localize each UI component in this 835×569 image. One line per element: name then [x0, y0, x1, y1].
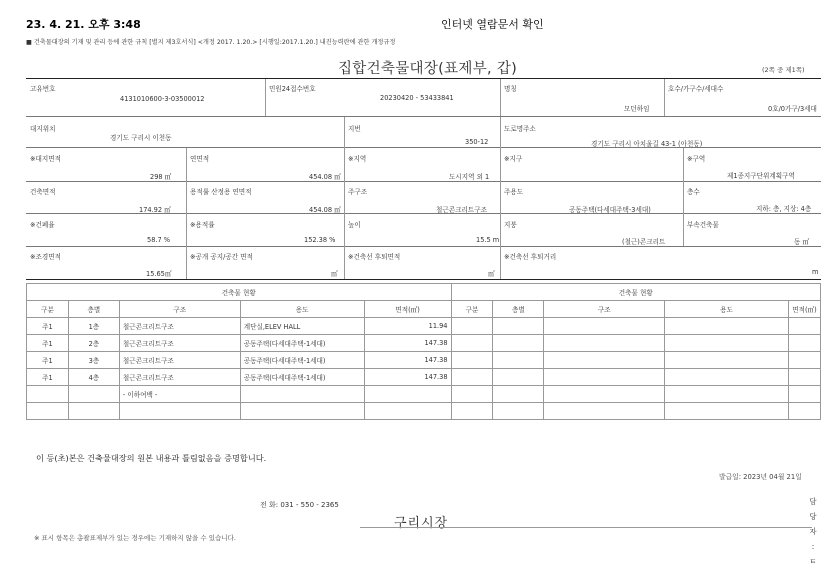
table-row — [27, 335, 821, 352]
side-char: : — [811, 542, 815, 551]
cell-structure: 철근콘크리트구조 — [119, 335, 240, 352]
cell-area: 147.38 — [364, 369, 451, 386]
annex-value: 동 ㎡ — [794, 238, 810, 246]
side-char: 당 — [809, 512, 817, 521]
road-address-value: 경기도 구리시 아치울길 43-1 (아천동) — [591, 140, 703, 148]
structure-label: 주구조 — [348, 188, 368, 196]
issue-date: 발급일: 2023년 04월 21일 — [719, 473, 802, 481]
table-row — [27, 386, 821, 403]
cell-structure: 철근콘크리트구조 — [119, 318, 240, 335]
cell-floor: 3층 — [68, 352, 119, 369]
cell-floor — [68, 386, 119, 403]
land-area-label: ※대지면적 — [30, 155, 62, 163]
setback-area-value: ㎡ — [488, 270, 495, 278]
cell-structure: 철근콘크리트구조 — [119, 352, 240, 369]
cell-area: 147.38 — [364, 352, 451, 369]
unique-no-label: 고유번호 — [30, 85, 56, 93]
cell-type — [27, 386, 69, 403]
table-row — [27, 403, 821, 420]
road-address-label: 도로명주소 — [504, 125, 536, 133]
building-area-value: 174.92 ㎡ — [139, 206, 171, 214]
building-area-label: 건축면적 — [30, 188, 56, 196]
cell-area: 147.38 — [364, 335, 451, 352]
cell-use: 계단실,ELEV HALL — [240, 318, 364, 335]
receipt-no-value: 20230420 - 53433841 — [380, 94, 454, 102]
table-row — [27, 352, 821, 369]
lot-label: 지번 — [348, 125, 361, 133]
height-label: 높이 — [348, 221, 361, 229]
height-value: 15.5 m — [476, 236, 500, 244]
far-area-value: 454.08 ㎡ — [309, 206, 341, 214]
far-area-label: 용적률 산정용 연면적 — [190, 188, 252, 196]
col-type: 구분 — [27, 301, 69, 318]
cell-use: 공동주택(다세대주택-1세대) — [240, 369, 364, 386]
total-area-label: 연면적 — [190, 155, 210, 163]
roof-label: 지붕 — [504, 221, 517, 229]
cell-structure — [119, 403, 240, 420]
unique-no-value: 4131010600-3-03500012 — [120, 95, 205, 103]
building-name-value: 모던하임 — [624, 105, 650, 113]
floors-label: 층수 — [687, 188, 700, 196]
land-area-value: 298 ㎡ — [150, 173, 172, 181]
setback-distance-label: ※건축선 후퇴거리 — [504, 253, 557, 261]
bcr-value: 58.7 % — [147, 236, 171, 244]
public-space-label: ※공개 공지/공간 면적 — [190, 253, 253, 261]
side-char: ㅌ — [809, 557, 817, 566]
cell-use: 공동주택(다세대주택-1세대) — [240, 335, 364, 352]
area-value: 제1종지구단위계획구역 — [727, 172, 795, 180]
landscape-value: 15.65㎡ — [146, 270, 172, 278]
annex-label: 부속건축물 — [687, 221, 719, 229]
col-use-right: 용도 — [665, 301, 789, 318]
cell-use: 공동주택(다세대주택-1세대) — [240, 352, 364, 369]
side-char: 자 — [809, 527, 817, 536]
cell-use — [240, 403, 364, 420]
landscape-label: ※조경면적 — [30, 253, 62, 261]
table-row — [27, 369, 821, 386]
cell-area — [364, 386, 451, 403]
col-area-right: 면적(㎡) — [788, 301, 820, 318]
cell-area — [364, 403, 451, 420]
cell-floor — [68, 403, 119, 420]
setback-distance-value: m — [812, 268, 819, 276]
far-value: 152.38 % — [304, 236, 336, 244]
col-structure-right: 구조 — [544, 301, 665, 318]
area-label: ※구역 — [687, 155, 706, 163]
roof-value: (철근)콘크리트 — [622, 238, 666, 246]
regulation-note: ■ 건축물대장의 기재 및 관리 등에 관한 규칙 [별지 제3호서식] <개정 2017. 1.20.> [시행일:2017.1.20.] 내진능력란에 관한 개정규정 — [26, 39, 396, 46]
document-title: 집합건축물대장(표제부, 갑) — [338, 61, 518, 77]
footnote: ※ 표시 항목은 총괄표제부가 있는 경우에는 기재하지 않을 수 있습니다. — [34, 534, 236, 542]
receipt-no-label: 민원24접수번호 — [269, 85, 316, 93]
district-label: ※지구 — [504, 155, 523, 163]
side-vertical-text — [808, 494, 818, 569]
site-label: 대지위치 — [30, 125, 56, 133]
table-row — [27, 318, 821, 335]
col-floor: 층별 — [68, 301, 119, 318]
lot-value: 350-12 — [465, 138, 489, 146]
zone-value: 도시지역 외 1 — [449, 173, 490, 181]
main-use-value: 공동주택(다세대주택-3세대) — [569, 206, 651, 214]
structure-value: 철근콘크리트구조 — [436, 206, 487, 214]
col-floor-right: 층별 — [493, 301, 544, 318]
cell-area: 11.94 — [364, 318, 451, 335]
cell-type: 주1 — [27, 352, 69, 369]
setback-area-label: ※건축선 후퇴면적 — [348, 253, 401, 261]
certification-text: 이 등(초)본은 건축물대장의 원본 내용과 틀림없음을 증명합니다. — [36, 453, 267, 463]
cell-floor: 2층 — [68, 335, 119, 352]
col-area: 면적(㎡) — [364, 301, 451, 318]
total-area-value: 454.08 ㎡ — [309, 173, 341, 181]
phone-number: 전 화: 031 - 550 - 2365 — [260, 501, 339, 509]
side-char: 담 — [809, 497, 817, 506]
page-indicator: (2쪽 중 제1쪽) — [762, 66, 805, 74]
cell-floor: 1층 — [68, 318, 119, 335]
status-title-right: 건축물 현황 — [451, 284, 820, 301]
site-value: 경기도 구리시 이천동 — [110, 134, 172, 142]
building-status-table — [26, 283, 821, 420]
far-label: ※용적률 — [190, 221, 215, 229]
public-space-value: ㎡ — [331, 270, 338, 278]
col-use: 용도 — [240, 301, 364, 318]
cell-use — [240, 386, 364, 403]
zone-label: ※지역 — [348, 155, 367, 163]
col-structure: 구조 — [119, 301, 240, 318]
building-name-label: 명칭 — [504, 85, 517, 93]
cell-type: 주1 — [27, 335, 69, 352]
print-datetime: 23. 4. 21. 오후 3:48 — [26, 18, 141, 31]
window-title: 인터넷 열람문서 확인 — [441, 18, 544, 31]
issuing-office: 구리시장 — [394, 516, 449, 531]
units-label: 호수/가구수/세대수 — [668, 85, 724, 93]
cell-floor: 4층 — [68, 369, 119, 386]
col-type-right: 구분 — [451, 301, 493, 318]
cell-type — [27, 403, 69, 420]
floors-value: 지하: 층, 지상: 4층 — [756, 205, 812, 213]
main-use-label: 주용도 — [504, 188, 524, 196]
bcr-label: ※건폐율 — [30, 221, 55, 229]
cell-type: 주1 — [27, 369, 69, 386]
units-value: 0호/0가구/3세대 — [768, 105, 817, 113]
cell-structure: 철근콘크리트구조 — [119, 369, 240, 386]
cell-structure: - 이하여백 - — [119, 386, 240, 403]
cell-type: 주1 — [27, 318, 69, 335]
status-header-row — [27, 301, 821, 318]
status-title-left: 건축물 현황 — [27, 284, 452, 301]
